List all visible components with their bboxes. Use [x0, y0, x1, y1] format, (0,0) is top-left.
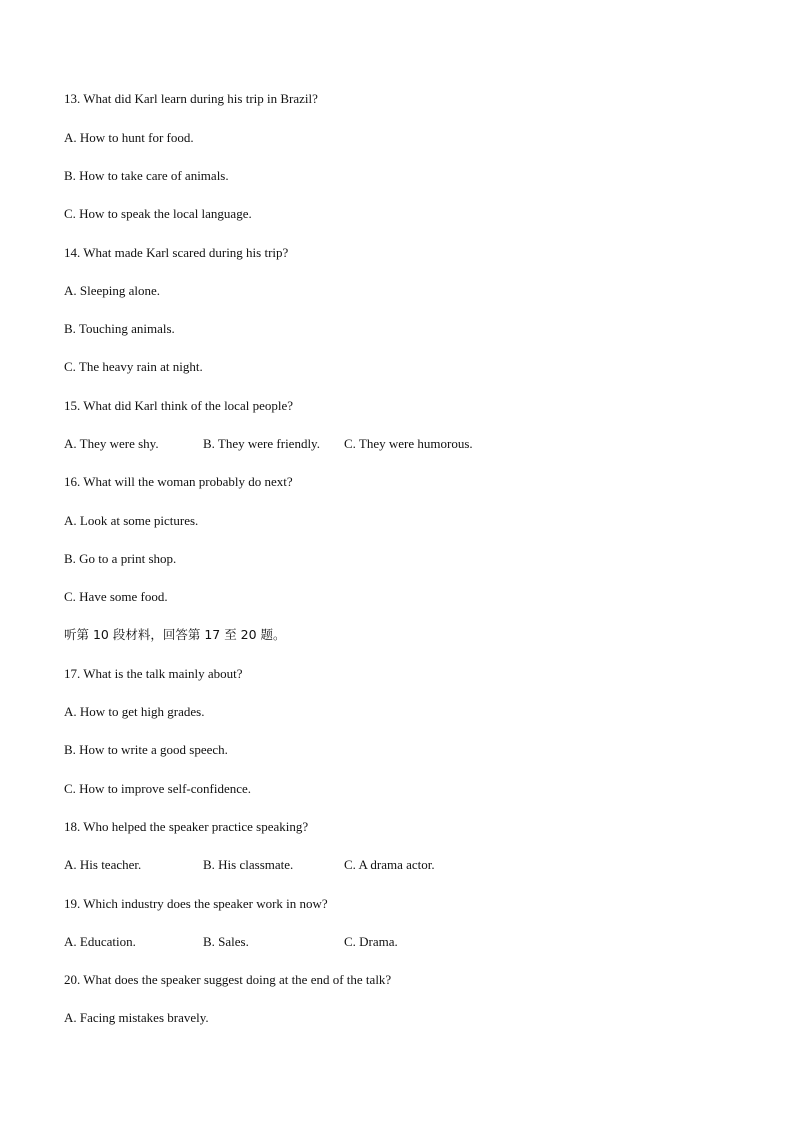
question-13-stem: 13. What did Karl learn during his trip in Brazil?	[64, 91, 318, 106]
question-14-option-a: A. Sleeping alone.	[64, 283, 161, 298]
question-16-option-b: B. Go to a print shop.	[64, 551, 177, 566]
question-13-option-b: B. How to take care of animals.	[64, 168, 229, 183]
question-15-option-c: C. They were humorous.	[344, 436, 473, 451]
question-17-option-a: A. How to get high grades.	[64, 704, 205, 719]
question-17-option-b: B. How to write a good speech.	[64, 742, 228, 757]
question-19-option-c: C. Drama.	[344, 934, 398, 949]
question-17-stem: 17. What is the talk mainly about?	[64, 666, 243, 681]
question-13-option-c: C. How to speak the local language.	[64, 206, 252, 221]
question-18-option-b: B. His classmate.	[203, 857, 294, 872]
question-16-stem: 16. What will the woman probably do next?	[64, 474, 293, 489]
question-14-stem: 14. What made Karl scared during his trip?	[64, 245, 289, 260]
question-16-option-c: C. Have some food.	[64, 589, 168, 604]
question-15-stem: 15. What did Karl think of the local people?	[64, 398, 293, 413]
question-19-option-b: B. Sales.	[203, 934, 249, 949]
question-20-stem: 20. What does the speaker suggest doing at the end of the talk?	[64, 972, 392, 987]
question-19-stem: 19. Which industry does the speaker work in now?	[64, 896, 328, 911]
question-14-option-c: C. The heavy rain at night.	[64, 359, 203, 374]
question-14-option-b: B. Touching animals.	[64, 321, 175, 336]
question-17-option-c: C. How to improve self-confidence.	[64, 781, 252, 796]
question-18-stem: 18. Who helped the speaker practice speaking?	[64, 819, 309, 834]
section-instruction: 听第 10 段材料，回答第 17 至 20 题。	[64, 627, 286, 642]
question-20-option-a: A. Facing mistakes bravely.	[64, 1010, 209, 1025]
question-18-option-a: A. His teacher.	[64, 857, 142, 872]
question-16-option-a: A. Look at some pictures.	[64, 513, 199, 528]
question-13-option-a: A. How to hunt for food.	[64, 130, 194, 145]
question-18-option-c: C. A drama actor.	[344, 857, 435, 872]
question-19-option-a: A. Education.	[64, 934, 136, 949]
question-15-option-b: B. They were friendly.	[203, 436, 320, 451]
question-15-option-a: A. They were shy.	[64, 436, 159, 451]
